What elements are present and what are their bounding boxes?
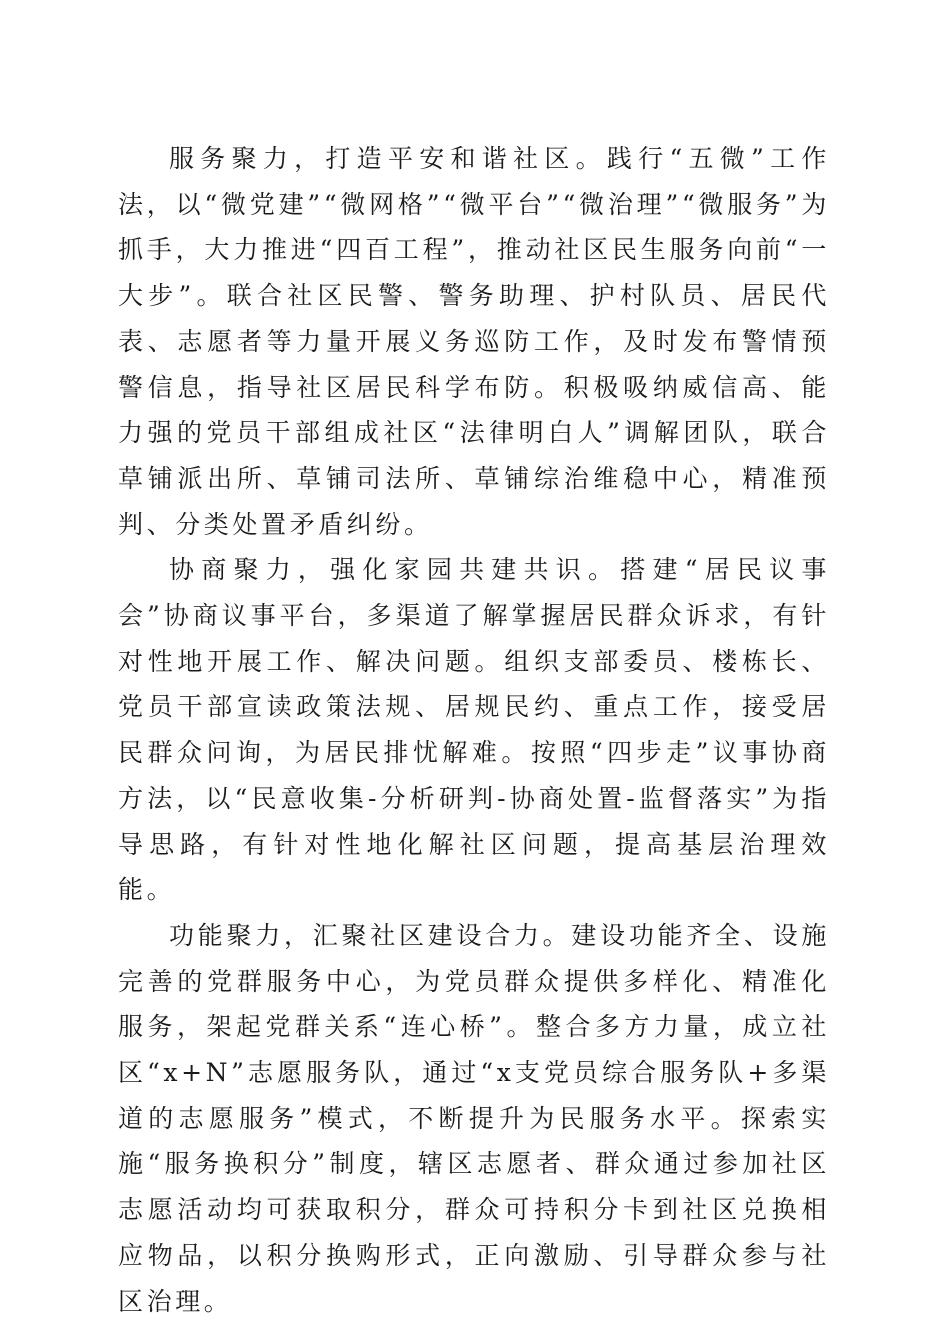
paragraph-service-cohesion: 服务聚力，打造平安和谐社区。践行“五微”工作法，以“微党建”“微网格”“微平台”“微治理”“微服务”为抓手，大力推进“四百工程”，推动社区民生服务向前“一大步”。联合社区民警、警务助理、护村队员、居民代表、志愿者等力量开展义务巡防工作，及时发布警情预警信息，指导社区居民科学布防。积极吸纳威信高、能力强的党员干部组成社区“法律明白人”调解团队，联合草铺派出所、草铺司法所、草铺综治维稳中心，精准预判、分类处置矛盾纠纷。 [118, 144, 830, 539]
paragraph-consultation-cohesion: 协商聚力，强化家园共建共识。搭建“居民议事会”协商议事平台，多渠道了解掌握居民群众诉求，有针对性地开展工作、解决问题。组织支部委员、楼栋长、党员干部宣读政策法规、居规民约、重点工作，接受居民群众问询，为居民排忧解难。按照“四步走”议事协商方法，以“民意收集-分析研判-协商处置-监督落实”为指导思路，有针对性地化解社区问题，提高基层治理效能。 [118, 555, 830, 905]
document-body [118, 136, 830, 1324]
paragraph-function-cohesion: 功能聚力，汇聚社区建设合力。建设功能齐全、设施完善的党群服务中心，为党员群众提供多样化、精准化服务，架起党群关系“连心桥”。整合多方力量，成立社区“x+N”志愿服务队，通过“x支党员综合服务队+多渠道的志愿服务”模式，不断提升为民服务水平。探索实施“服务换积分”制度，辖区志愿者、群众通过参加社区志愿活动均可获取积分，群众可持积分卡到社区兑换相应物品，以积分换购形式，正向激励、引导群众参与社区治理。 [118, 920, 830, 1316]
